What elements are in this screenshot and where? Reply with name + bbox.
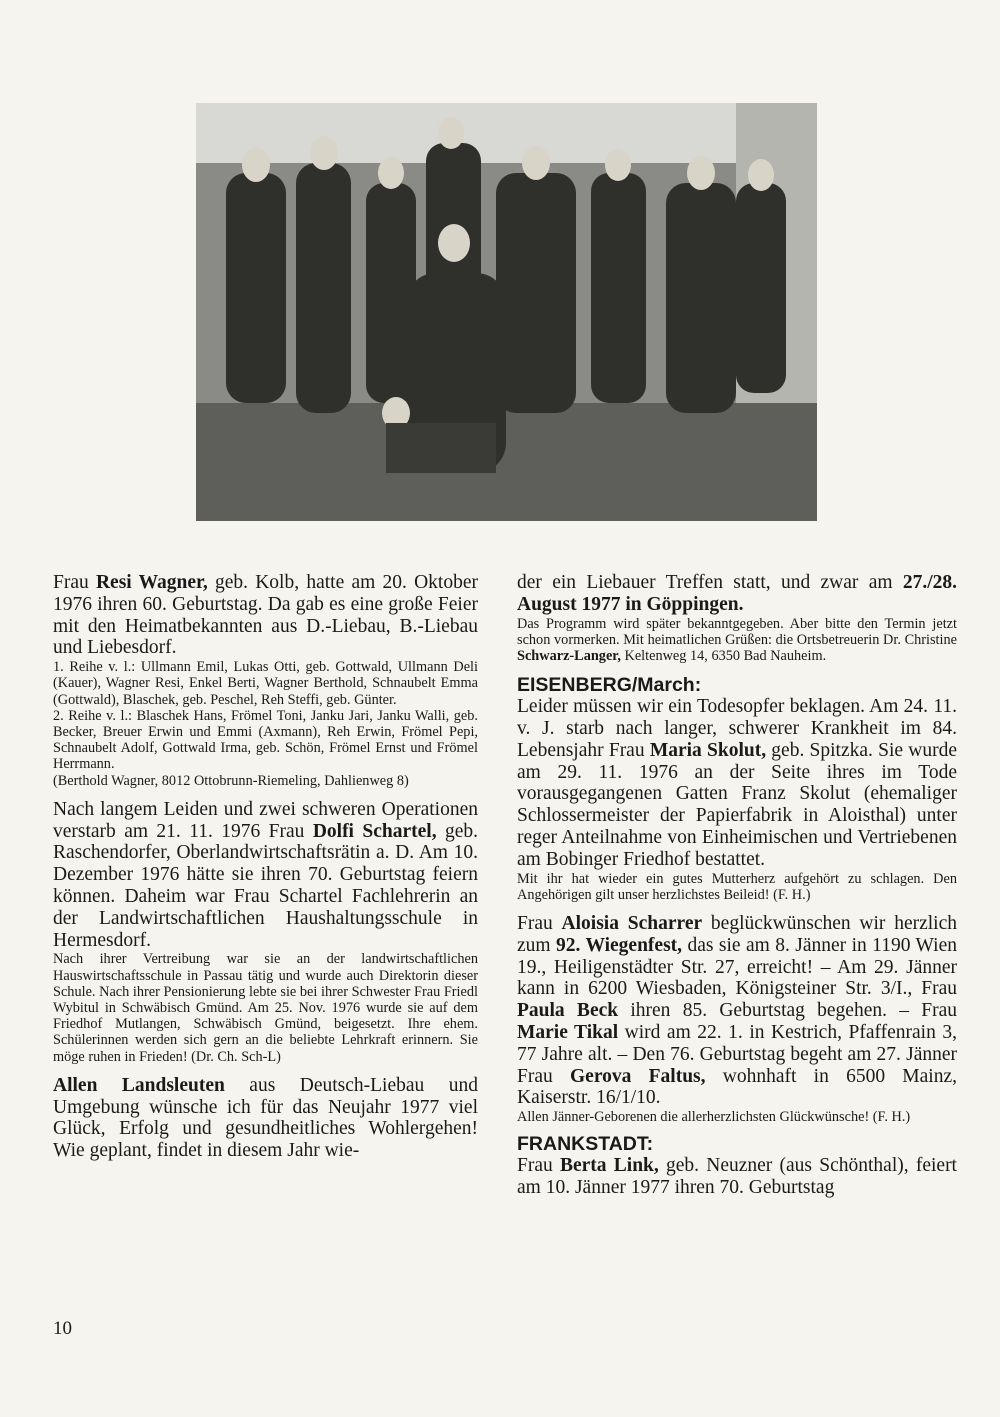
right-column bbox=[517, 572, 957, 1199]
caption-row-2: 2. Reihe v. l.: Blaschek Hans, Frömel Toni, Janku Jari, Janku Walli, geb. Becker, Breuer Erwin und Emmi (Axmann), Reh Erwin, Frömel Pepi, Schnaubelt Adolf, Gottwald Irma, geb. Schön, Frömel Ernst und Frömel Herrmann. bbox=[53, 707, 478, 773]
page-number: 10 bbox=[53, 1318, 72, 1339]
caption-row-1: 1. Reihe v. l.: Ullmann Emil, Lukas Otti, geb. Gottwald, Ullmann Deli (Kauer), Wagner Resi, Enkel Berti, Wagner Berthold, Schnaubelt Emma (Gottwald), Blaschek, geb. Peschel, Reh Steffi, geb. Günter. bbox=[53, 659, 478, 708]
obituary-details: Nach ihrer Vertreibung war sie an der landwirtschaftlichen Hauswirtschaftsschule in Passau tätig und wurde auch Direktorin dieser Schule. Nach ihrer Pensionierung lebte sie bei ihrer Schwester Frau Friedl Wybitul in Schwäbisch Gmünd. Am 25. Nov. 1976 wurde sie auf dem Friedhof Mutlangen, Schwäbisch Gmünd, beigesetzt. Ihre ehem. Schülerinnen werden sich gern an die beliebte Lehrkraft erinnern. Sie möge ruhen in Frieden! (Dr. Ch. Sch-L) bbox=[53, 951, 478, 1065]
condolence-note: Mit ihr hat wieder ein gutes Mutterherz aufgehört zu schlagen. Den Angehörigen gilt unser herzlichstes Beileid! (F. H.) bbox=[517, 870, 957, 903]
obituary-maria-skolut: Leider müssen wir ein Todesopfer beklagen. Am 24. 11. v. J. starb nach langer, schwerer Krankheit im 84. Lebensjahr Frau Maria Skolut, geb. Spitzka. Sie wurde am 29. 11. 1976 an der Seite ihres im Tode vorausgegangenen Gatten Franz Skolut (ehemaliger Schlossermeister der Papierfabrik in Aloisthal) unter reger Anteilnahme von Einheimischen und Vertriebenen am Bobinger Friedhof bestattet. bbox=[517, 696, 957, 870]
left-column bbox=[53, 572, 478, 1162]
new-year-greeting: Allen Landsleuten aus Deutsch-Liebau und Umgebung wünsche ich für das Neujahr 1977 viel Glück, Erfolg und gesundheitliches Wohlergehen! Wie geplant, findet in diesem Jahr wie- bbox=[53, 1074, 478, 1162]
heading-eisenberg: EISENBERG/March: bbox=[517, 674, 702, 697]
birthday-list: Frau Aloisia Scharrer beglückwünschen wir herzlich zum 92. Wiegenfest, das sie am 8. Jänner in 1190 Wien 19., Heiligenstädter Str. 27, erreicht! – Am 29. Jänner kann in 6200 Wiesbaden, Königsteiner Str. 3/I., Frau Paula Beck ihren 85. Geburtstag begehen. – Frau Marie Tikal wird am 22. 1. in Kestrich, Pfaffenrain 3, 77 Jahre alt. – Den 76. Geburtstag begeht am 27. Jänner Frau Gerova Faltus, wohnhaft in 6500 Mainz, Kaiserstr. 16/1/10. bbox=[517, 912, 958, 1109]
caption-source: (Berthold Wagner, 8012 Ottobrunn-Riemeling, Dahlienweg 8) bbox=[53, 772, 409, 789]
birthday-wishes: Allen Jänner-Geborenen die allerherzlichsten Glückwünsche! (F. H.) bbox=[517, 1109, 911, 1126]
birthday-resi-wagner: Frau Resi Wagner, geb. Kolb, hatte am 20. Oktober 1976 ihren 60. Geburtstag. Da gab es eine große Feier mit den Heimatbekannten aus D.-Liebau, B.-Liebau und Liebesdorf. bbox=[53, 572, 478, 659]
heading-frankstadt: FRANKSTADT: bbox=[517, 1133, 654, 1156]
meeting-announcement: der ein Liebauer Treffen statt, und zwar am 27./28. August 1977 in Göppingen. bbox=[517, 572, 957, 615]
group-photo bbox=[196, 103, 817, 521]
obituary-dolfi-schartel: Nach langem Leiden und zwei schweren Operationen verstarb am 21. 11. 1976 Frau Dolfi Schartel, geb. Raschendorfer, Oberlandwirtschaftsrätin a. D. Am 10. Dezember 1976 hätte sie ihren 70. Geburtstag feiern können. Daheim war Frau Schartel Fachlehrerin an der Landwirtschaftlichen Haushaltungsschule in Hermesdorf. bbox=[53, 798, 479, 951]
photo-illustration bbox=[196, 103, 817, 521]
birthday-berta-link: Frau Berta Link, geb. Neuzner (aus Schönthal), feiert am 10. Jänner 1977 ihren 70. Geburtstag bbox=[517, 1155, 957, 1199]
meeting-details: Das Programm wird später bekanntgegeben. Aber bitte den Termin jetzt schon vormerken. Mit heimatlichen Grüßen: die Ortsbetreuerin Dr. Christine Schwarz-Langer, Keltenweg 14, 6350 Bad Nauheim. bbox=[517, 615, 957, 664]
